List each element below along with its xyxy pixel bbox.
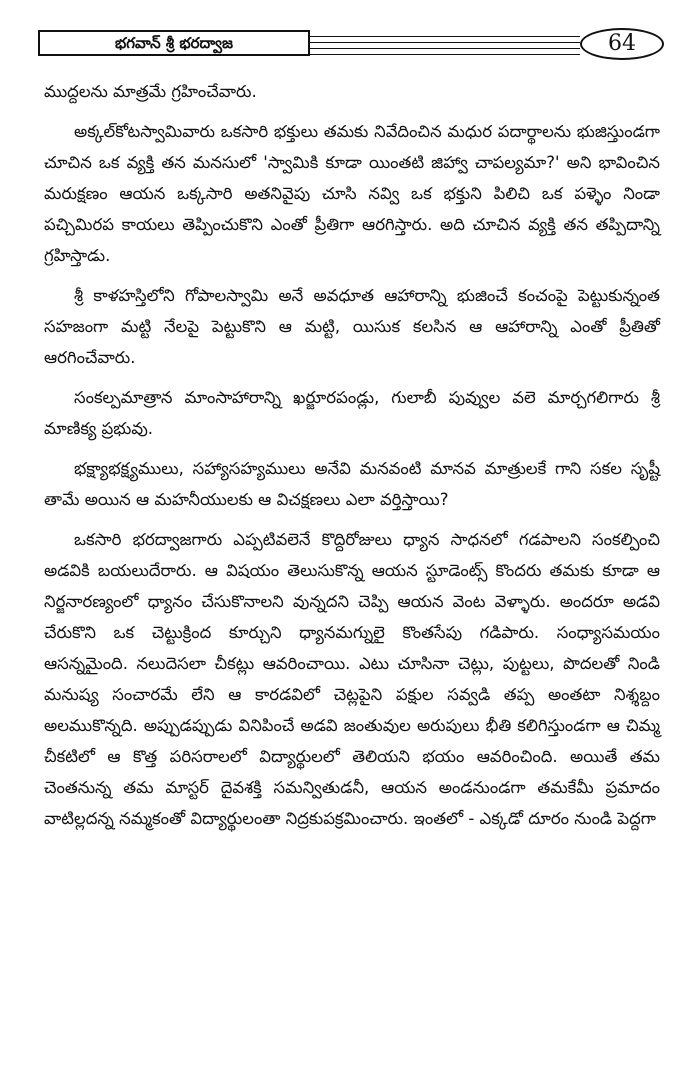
- running-header: [38, 30, 666, 56]
- header-rule: [310, 48, 580, 49]
- paragraph-6: ఒకసారి భరద్వాజగారు ఎప్పటివలెనే కొద్దిరోజులు ధ్యాన సాధనలో గడపాలని సంకల్పించి అడవికి బయలుదేరారు. ఆ విషయం తెలుసుకొన్న ఆయన స్టూడెంట్స్ కొందరు తమకు కూడా ఆ నిర్జనారణ్యంలో ధ్యానం చేసుకొనాలని వున్నదని చెప్పి ఆయన వెంట వెళ్ళారు. అందరూ అడవి చేరుకొని ఒక చెట్టుక్రింద కూర్చుని ధ్యానమగ్నులై కొంతసేపు గడిపారు. సంధ్యాసమయం ఆసన్నమైంది. నలుదెసలా చీకట్లు ఆవరించాయి. ఎటు చూసినా చెట్లు, పుట్టలు, పొదలతో నిండి మనుష్య సంచారమే లేని ఆ కారడవిలో చెట్లపైని పక్షుల సవ్వడి తప్ప అంతటా నిశ్శబ్దం అలముకొన్నది. అప్పుడప్పుడు వినిపించే అడవి జంతువుల అరుపులు భీతి కలిగిస్తుండగా ఆ చిమ్మ చీకటిలో ఆ కొత్త పరిసరాలలో విద్యార్థులలో తెలియని భయం ఆవరించింది. అయితే తమ చెంతనున్న తమ మాస్టర్ దైవశక్తి సమన్వితుడనీ, ఆయన అండనుండగా తమకేమీ ప్రమాదం వాటిల్లదన్న నమ్మకంతో విద్యార్థులంతా నిద్రకుపక్రమించారు. ఇంతలో - ఎక్కడో దూరం నుండి పెద్దగా: [44, 530, 660, 828]
- paragraph-4: సంకల్పమాత్రాన మాంసాహారాన్ని ఖర్జూరపండ్లు, గులాబీ పువ్వుల వలె మార్చగలిగారు శ్రీ మాణిక్య ప్రభువు.: [44, 388, 660, 438]
- paragraph-1: ముద్దలను మాత్రమే గ్రహించేవారు.: [44, 82, 257, 101]
- paragraph-3: శ్రీ కాళహస్తిలోని గోపాలస్వామి అనే అవధూత ఆహారాన్ని భుజించే కంచంపై పెట్టుకున్నంత సహజంగా మట్టి నేలపై పెట్టుకొని ఆ మట్టి, యిసుక కలసిన ఆ ఆహారాన్ని ఎంతో ప్రీతితో ఆరగించేవారు.: [44, 286, 660, 367]
- header-rule: [310, 54, 580, 55]
- paragraph-2: అక్కల్‌కోటస్వామివారు ఒకసారి భక్తులు తమకు నివేదించిన మధుర పదార్థాలను భుజిస్తుండగా చూచిన ఒక వ్యక్తి తన మనసులో 'స్వామికి కూడా యింతటి జిహ్వా చాపల్యమా?' అని భావించిన మరుక్షణం ఆయన ఒక్కసారి అతనివైపు చూసి నవ్వి ఒక భక్తుని పిలిచి ఒక పళ్ళెం నిండా పచ్చిమిరప కాయలు తెప్పించుకొని ఎంతో ప్రీతిగా ఆరగిస్తారు. అది చూచిన వ్యక్తి తన తప్పిదాన్ని గ్రహిస్తాడు.: [44, 122, 660, 265]
- paragraph-5: భక్ష్యాభక్ష్యములు, సహ్యాసహ్యములు అనేవి మనవంటి మానవ మాత్రులకే గాని సకల సృష్టీ తామే అయిన ఆ మహనీయులకు ఆ విచక్షణలు ఎలా వర్తిస్తాయి?: [44, 459, 660, 509]
- header-rule: [310, 36, 580, 37]
- book-title: భగవాన్ శ్రీ భరద్వాజ: [38, 30, 310, 56]
- page-number: 64: [580, 28, 664, 60]
- header-rule: [310, 42, 580, 43]
- body-text: [44, 76, 660, 843]
